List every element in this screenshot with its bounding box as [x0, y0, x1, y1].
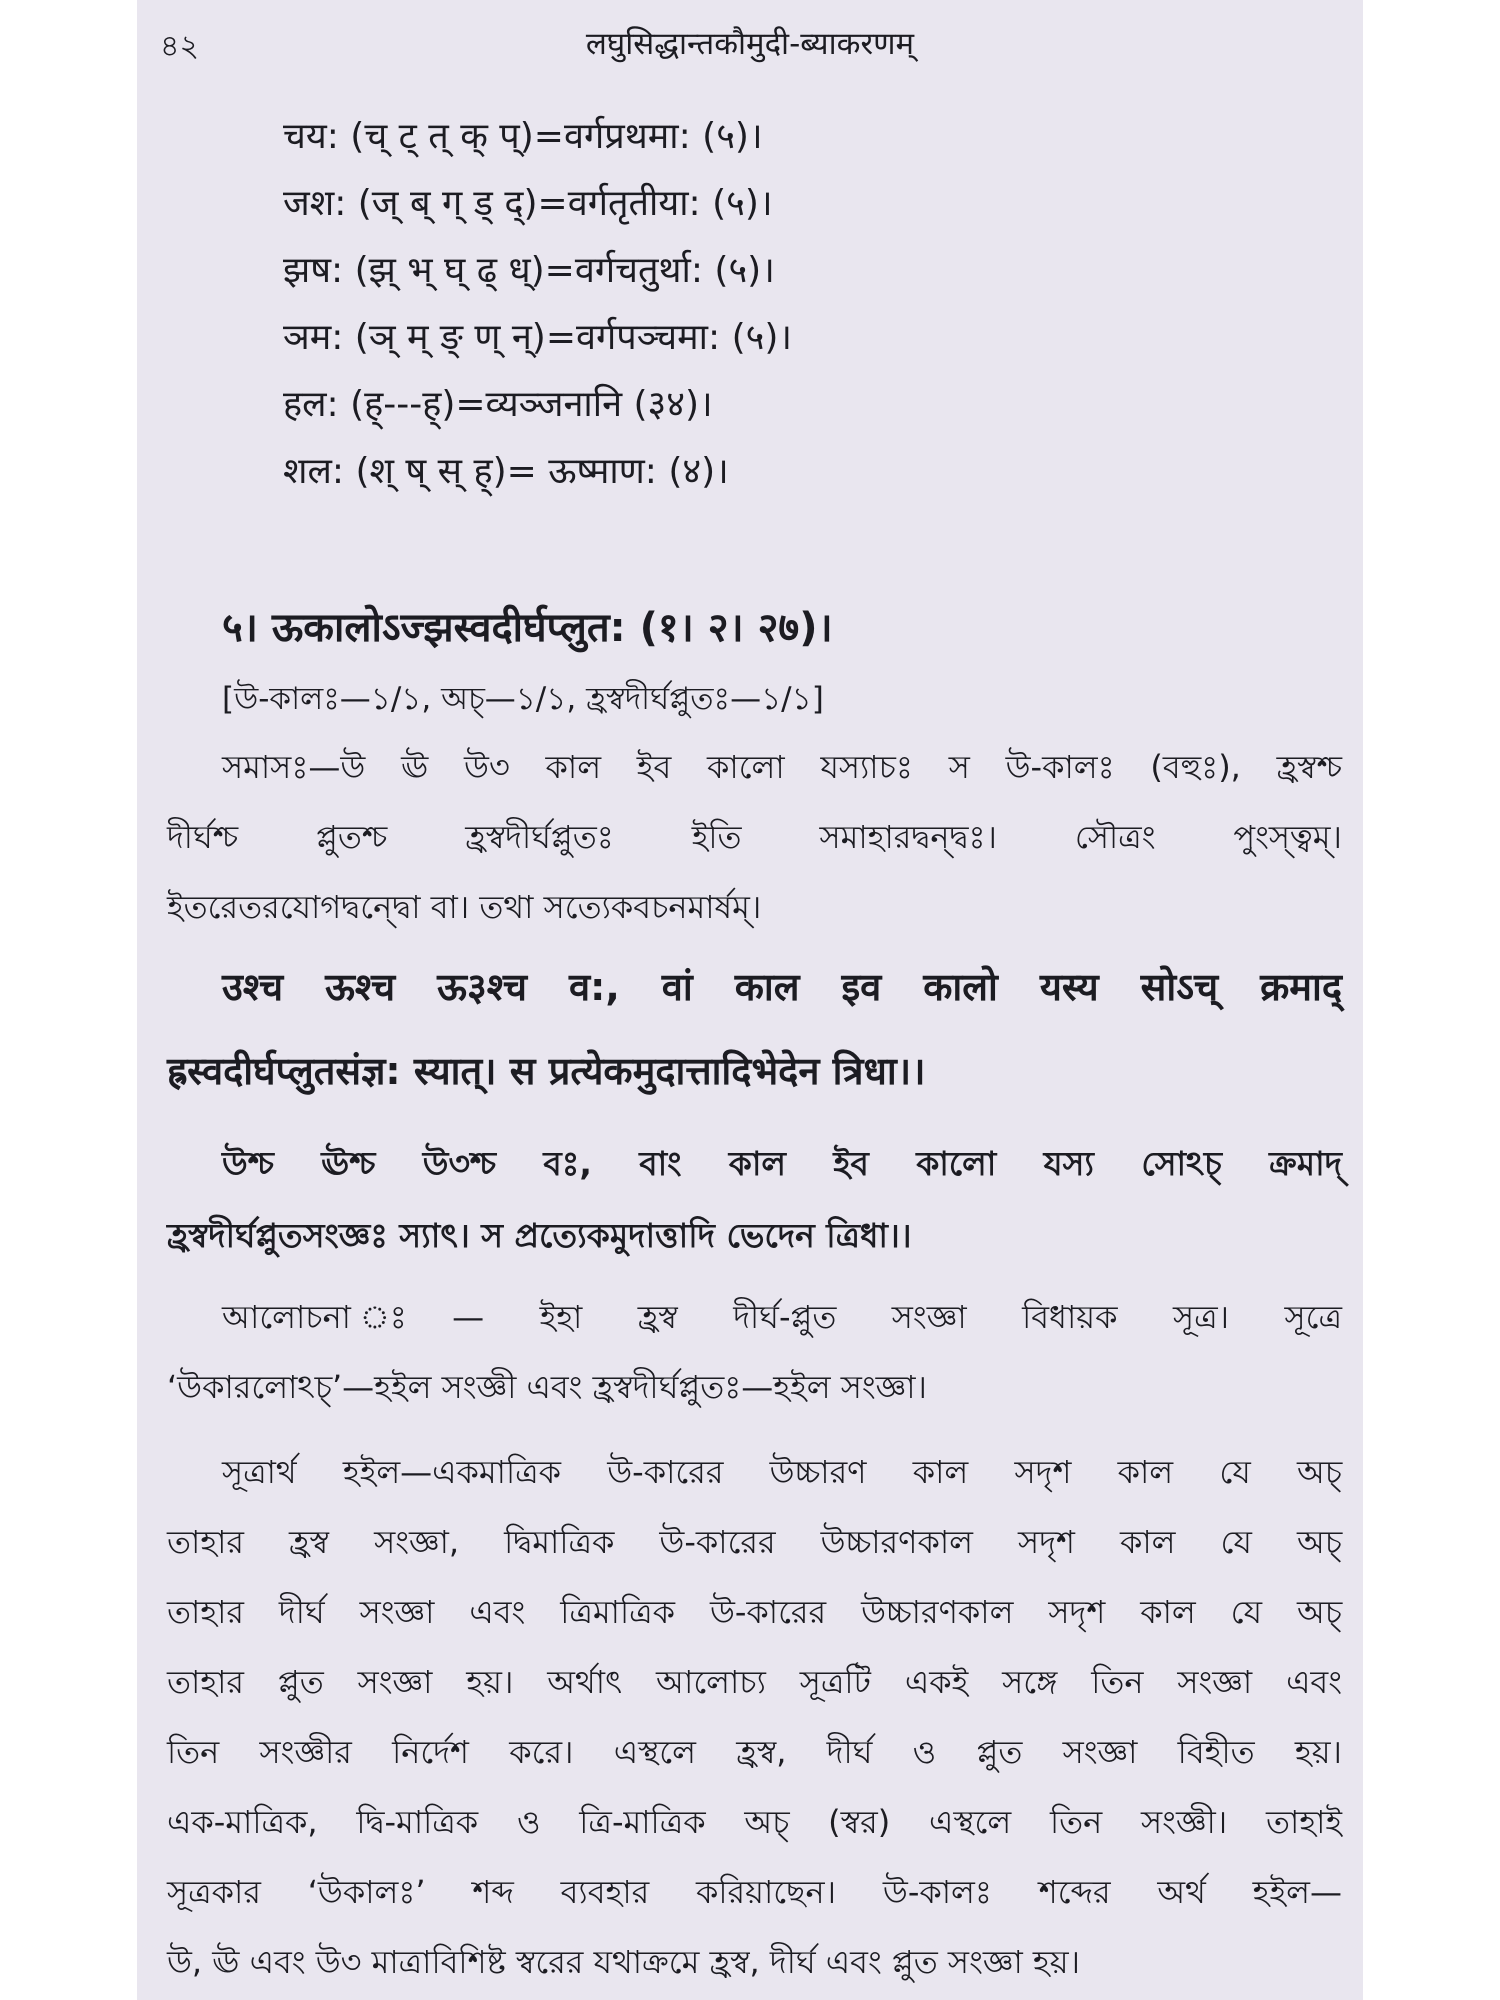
discussion-line: ‘উকারলোঽচ্’—হইল সংজ্ঞী এবং হ্রস্বদীর্ঘপ্লুতঃ—হইল সংজ্ঞা। [167, 1368, 927, 1406]
letter-group-jash: जश: (ज् ब् ग् ड् द्)=वर्गतृतीया: (५)। [283, 183, 773, 224]
meaning-line: উ, ঊ এবং উ৩ মাত্রাবিশিষ্ট স্বরের যথাক্রমে হ্রস্ব, দীর্ঘ এবং প্লুত সংজ্ঞা হয়। [167, 1943, 1081, 1981]
letter-group-chay: चय: (च् ट् त् क् प्)=वर्गप्रथमा: (५)। [283, 116, 763, 157]
meaning-line: তিন সংজ্ঞীর নির্দেশ করে। এস্থলে হ্রস্ব, দীর্ঘ ও প্লুত সংজ্ঞা বিহীত হয়। [167, 1733, 1342, 1771]
letter-group-hal: हल: (ह्---ह्)=व्यञ्जनानि (३४)। [283, 384, 713, 425]
samasa-line: দীর্ঘশ্চ প্লুতশ্চ হ্রস্বদীর্ঘপ্লুতঃ ইতি সমাহারদ্বন্দ্বঃ। সৌত্রং পুংস্ত্বম্। [167, 818, 1342, 856]
meaning-line: সূত্রার্থ হইল—একমাত্রিক উ-কারের উচ্চারণ কাল সদৃশ কাল যে অচ্ [222, 1453, 1342, 1491]
letter-group-shal: शल: (श् ष् स् ह्)= ऊष्माण: (४)। [283, 451, 729, 492]
sutra-heading: ५। ऊकालोऽज्झस्वदीर्घप्लुत: (१। २। २७)। [222, 605, 833, 651]
vritti-sanskrit-line: ह्रस्वदीर्घप्लुतसंज्ञ: स्यात्। स प्रत्येकमुदात्तादिभेदेन त्रिधा।। [167, 1049, 926, 1093]
sutra-analysis: [উ-কালঃ—১/১, অচ্—১/১, হ্রস্বদীর্ঘপ্লুতঃ—১/১] [222, 681, 824, 717]
discussion-line: আলোচনা ঃ— ইহা হ্রস্ব দীর্ঘ-প্লুত সংজ্ঞা বিধায়ক সূত্র। সূত্রে [222, 1298, 1342, 1336]
meaning-line: সূত্রকার ‘উকালঃ’ শব্দ ব্যবহার করিয়াছেন। উ-কালঃ শব্দের অর্থ হইল— [167, 1873, 1342, 1911]
samasa-line: ইতরেতরযোগদ্বন্দ্বো বা। তথা সত্যেকবচনমার্ষম্। [167, 888, 762, 926]
letter-group-nyam: ञम: (ञ् म् ङ् ण् न्)=वर्गपञ्चमा: (५)। [283, 317, 793, 358]
page-number: ৪২ [160, 29, 199, 64]
meaning-line: এক-মাত্রিক, দ্বি-মাত্রিক ও ত্রি-মাত্রিক অচ্ (স্বর) এস্থলে তিন সংজ্ঞী। তাহাই [167, 1803, 1342, 1841]
running-title: लघुसिद्धान्तकौमुदी-ब्याकरणम् [585, 26, 915, 62]
meaning-line: তাহার হ্রস্ব সংজ্ঞা, দ্বিমাত্রিক উ-কারের উচ্চারণকাল সদৃশ কাল যে অচ্ [167, 1523, 1342, 1561]
letter-group-jhash: झष: (झ् भ् घ् ढ् ध्)=वर्गचतुर्था: (५)। [283, 250, 775, 291]
samasa-line: সমাসঃ—উ ঊ উ৩ কাল ইব কালো যস্যাচঃ স উ-কালঃ (বহুঃ), হ্রস্বশ্চ [222, 748, 1342, 786]
vritti-bengali-line: হ্রস্বদীর্ঘপ্লুতসংজ্ঞঃ স্যাৎ। স প্রত্যেকমুদাত্তাদি ভেদেন ত্রিধা।। [167, 1216, 912, 1255]
vritti-bengali-line: উশ্চ ঊশ্চ উ৩শ্চ বঃ, বাং কাল ইব কালো যস্য সোঽচ্ ক্রমাদ্ [222, 1144, 1342, 1183]
vritti-sanskrit-line: उश्च ऊश्च ऊ३श्च व:, वां काल इव कालो यस्य सोऽच् क्रमाद् [222, 965, 1342, 1009]
meaning-line: তাহার প্লুত সংজ্ঞা হয়। অর্থাৎ আলোচ্য সূত্রটি একই সঙ্গে তিন সংজ্ঞা এবং [167, 1663, 1342, 1701]
meaning-line: তাহার দীর্ঘ সংজ্ঞা এবং ত্রিমাত্রিক উ-কারের উচ্চারণকাল সদৃশ কাল যে অচ্ [167, 1593, 1342, 1631]
